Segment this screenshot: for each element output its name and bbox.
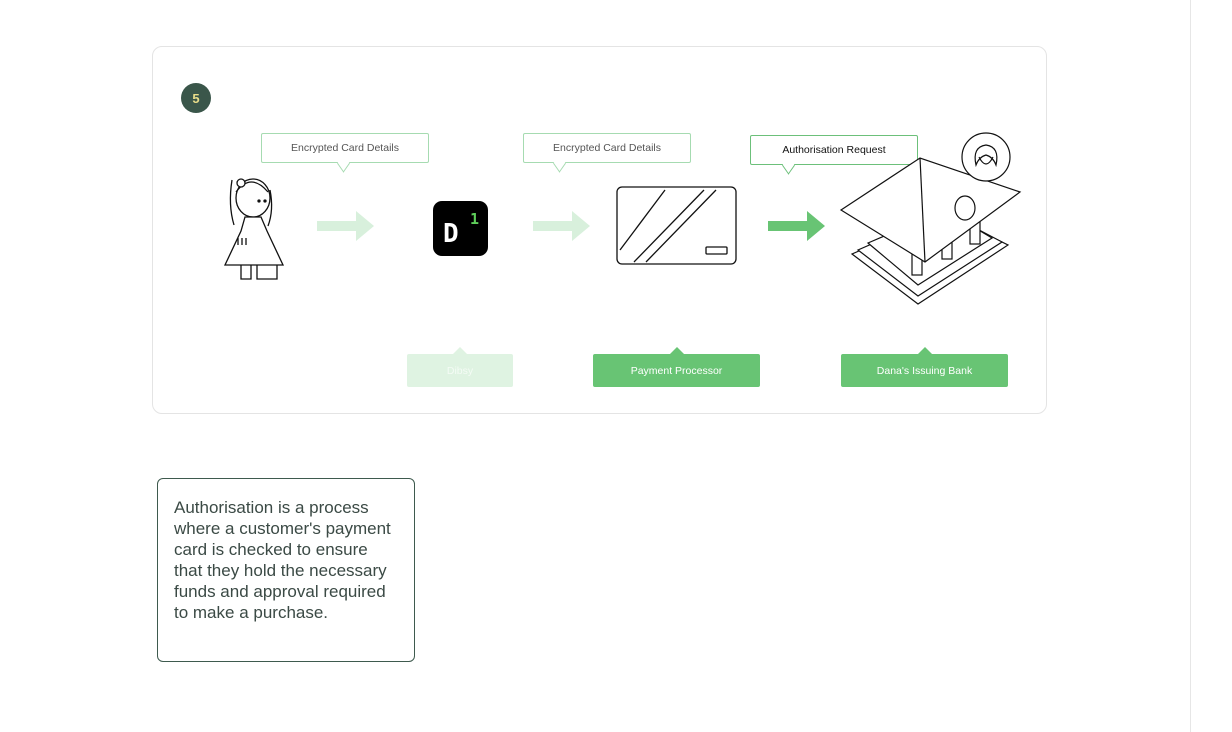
arrow-2-icon	[533, 211, 590, 241]
dibsy-logo-icon	[433, 201, 488, 256]
step-badge: 5	[181, 83, 211, 113]
bank-building-icon	[841, 133, 1020, 304]
svg-text:D: D	[443, 219, 459, 249]
payment-card-icon	[617, 187, 736, 264]
arrow-3-icon	[768, 211, 825, 241]
speech-bubble-encrypted-details-1: Encrypted Card Details	[261, 133, 429, 163]
label-issuing-bank: Dana's Issuing Bank	[841, 354, 1008, 387]
svg-text:1: 1	[470, 210, 480, 228]
arrow-1-icon	[317, 211, 374, 241]
authorisation-definition: Authorisation is a process where a customer's payment card is checked to ensure that they hold the necessary funds and approval required to make a purchase.	[157, 478, 415, 662]
customer-figure-icon	[225, 179, 283, 279]
label-dibsy: Dibsy	[407, 354, 513, 387]
label-payment-processor: Payment Processor	[593, 354, 760, 387]
speech-bubble-encrypted-details-2: Encrypted Card Details	[523, 133, 691, 163]
speech-bubble-authorisation-request: Authorisation Request	[750, 135, 918, 165]
